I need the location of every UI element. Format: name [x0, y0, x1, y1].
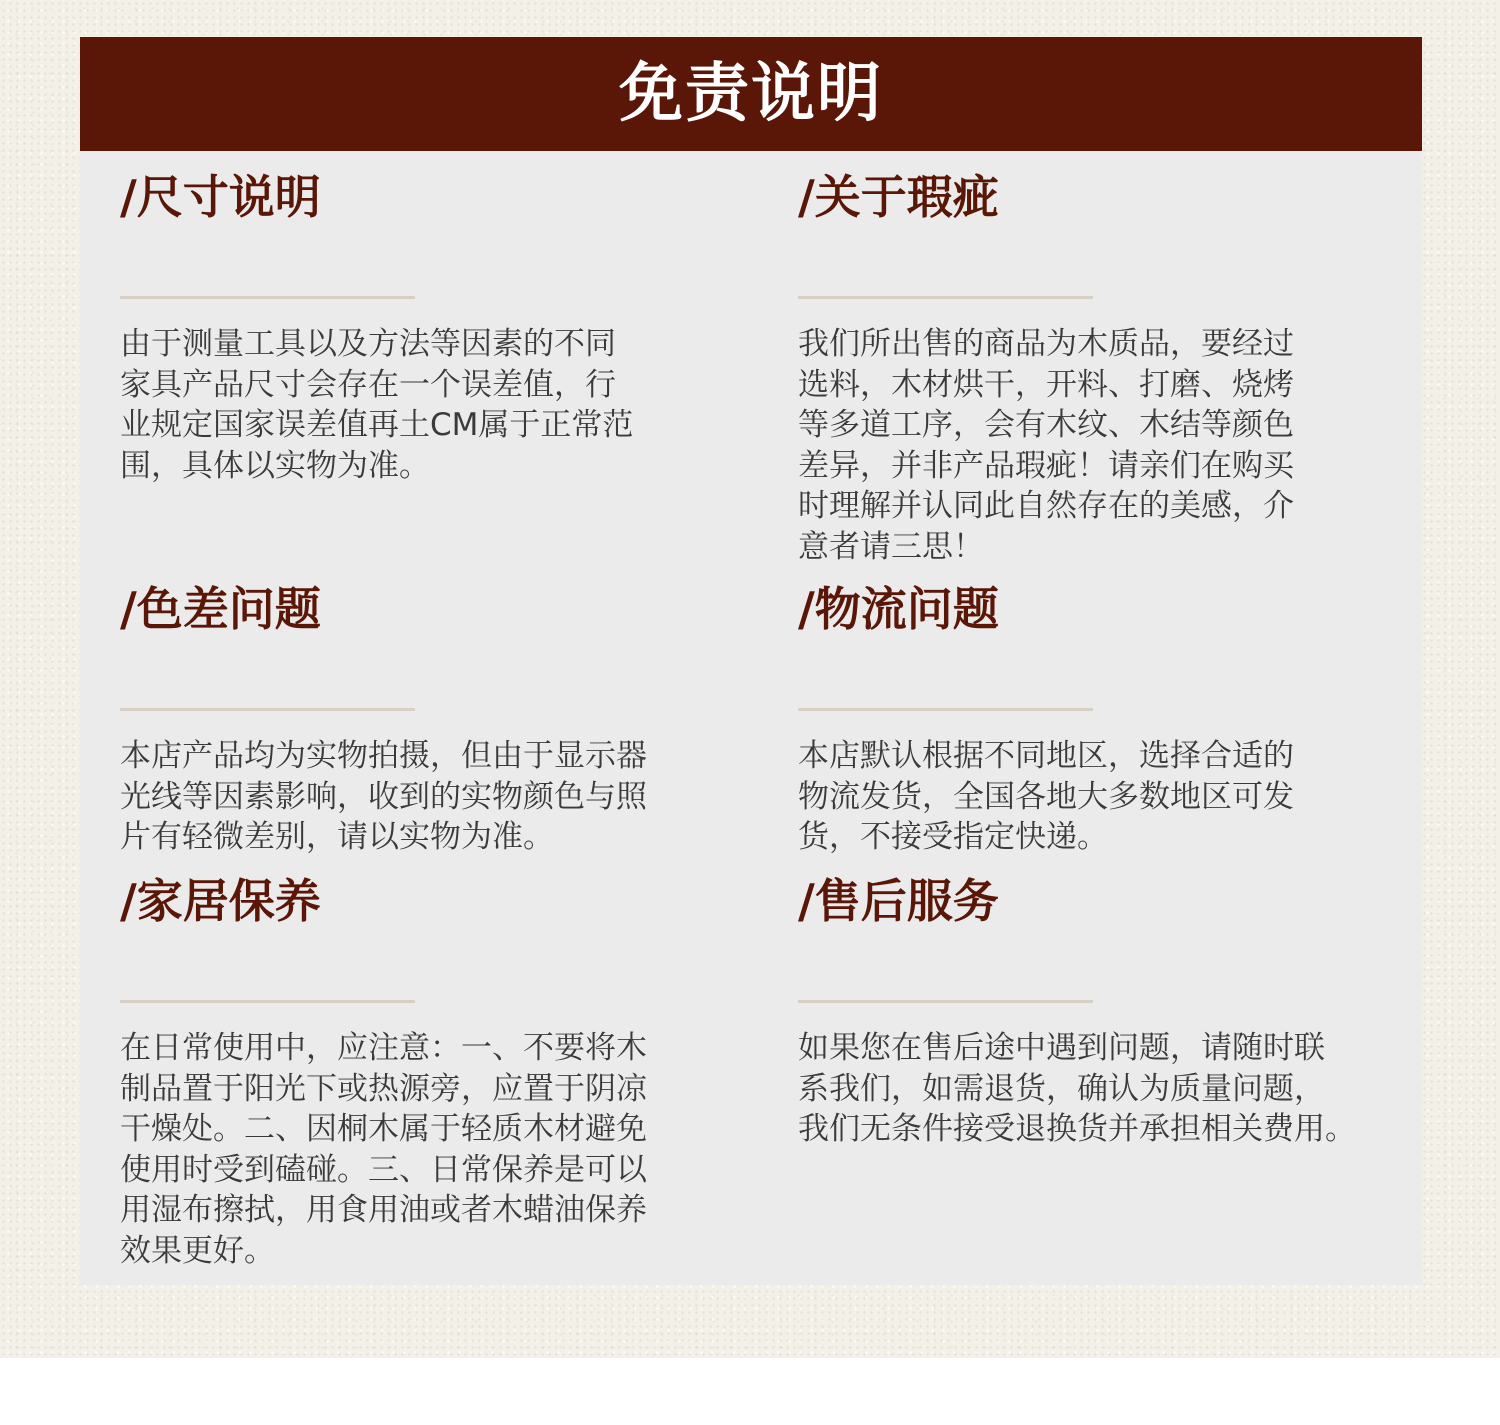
section-body-after-sales: 如果您在售后途中遇到问题，请随时联 系我们，如需退货，确认为质量问题， 我们无条件接受退换货并承担相关费用。 [798, 1030, 1356, 1147]
section-divider [120, 296, 415, 299]
section-title-logistics: /物流问题 [798, 582, 999, 636]
section-divider [120, 708, 415, 711]
section-body-size: 由于测量工具以及方法等因素的不同 家具产品尺寸会存在一个误差值，行 业规定国家误差值再土CM属于正常范 围，具体以实物为准。 [120, 326, 634, 484]
section-divider [120, 1000, 415, 1003]
section-title-after-sales: /售后服务 [798, 874, 999, 928]
page-title: 免责说明 [619, 57, 883, 131]
section-body-logistics: 本店默认根据不同地区，选择合适的 物流发货，全国各地大多数地区可发 货，不接受指定快递。 [798, 738, 1294, 855]
section-title-color: /色差问题 [120, 582, 321, 636]
section-title-flaw: /关于瑕疵 [798, 170, 999, 224]
section-divider [798, 296, 1093, 299]
section-divider [798, 708, 1093, 711]
section-body-color: 本店产品均为实物拍摄，但由于显示器 光线等因素影响，收到的实物颜色与照 片有轻微差别，请以实物为准。 [120, 738, 647, 855]
section-divider [798, 1000, 1093, 1003]
section-title-size: /尺寸说明 [120, 170, 321, 224]
section-title-care: /家居保养 [120, 874, 321, 928]
section-body-care: 在日常使用中，应注意：一、不要将木 制品置于阳光下或热源旁，应置于阴凉 干燥处。二、因桐木属于轻质木材避免 使用时受到磕碰。三、日常保养是可以 用湿布擦拭，用食用油或者木蜡油保养 效果更好。 [120, 1030, 647, 1269]
section-body-flaw: 我们所出售的商品为木质品，要经过 选料，木材烘干，开料、打磨、烧烤 等多道工序，会有木纹、木结等颜色 差异，并非产品瑕疵！请亲们在购买 时理解并认同此自然存在的美感，介 意者请三思！ [798, 326, 1294, 565]
disclaimer-header [80, 37, 1422, 151]
